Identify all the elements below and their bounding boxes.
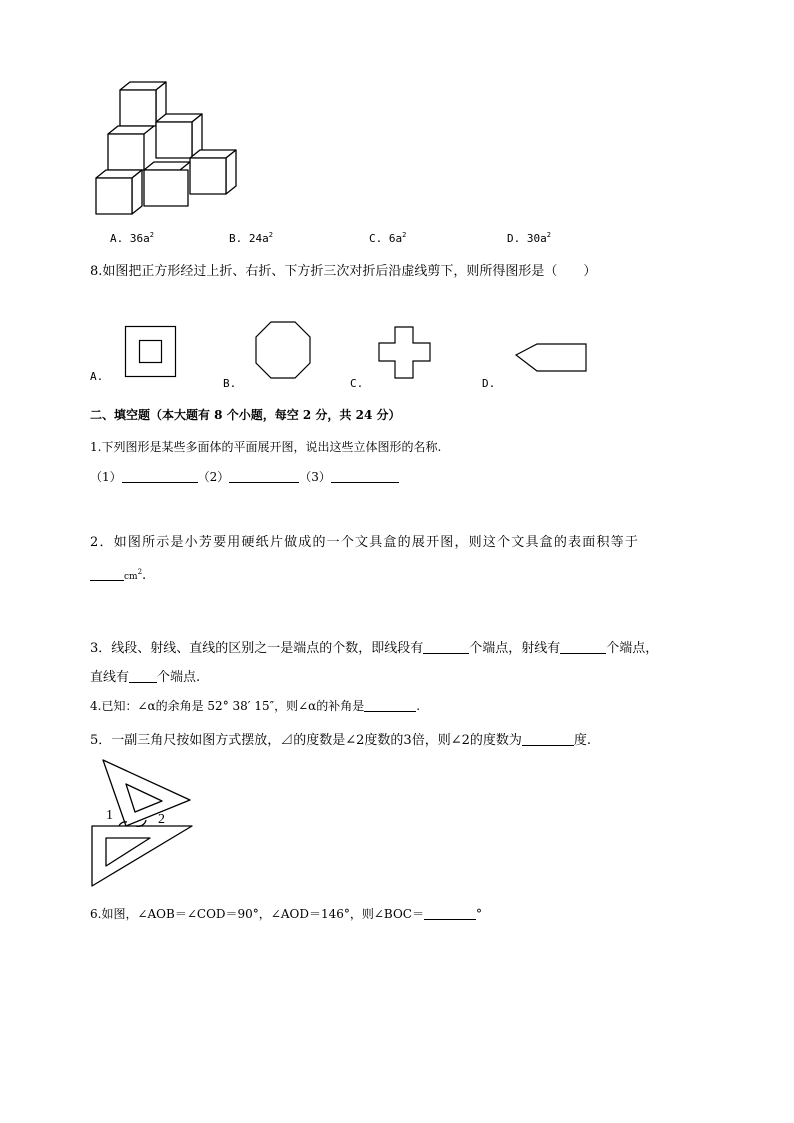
q8-option-b-label[interactable]: B. [223, 377, 237, 390]
cross-shape [378, 326, 432, 380]
q7-option-a[interactable] [110, 231, 154, 245]
cube-stack-figure [90, 80, 250, 220]
fill-q3-line2 [90, 666, 200, 685]
q3-blank-2[interactable] [560, 640, 606, 654]
q4-text-b: . [416, 699, 421, 713]
q8-option-c-label[interactable]: C. [350, 377, 364, 390]
answer-label-3: （3） [299, 470, 331, 484]
answer-label-2: （2） [197, 470, 230, 484]
option-value: 30a [526, 232, 547, 245]
q5-blank[interactable] [522, 732, 574, 746]
answer-blank-2[interactable] [229, 469, 299, 483]
answer-blank-1[interactable] [122, 469, 198, 483]
fill-q2-answer-line [90, 567, 146, 583]
option-value: 24a [248, 232, 269, 245]
option-value: 36a [129, 232, 150, 245]
q6-text-a: 6.如图，∠AOB＝∠COD＝90°，∠AOD＝146°，则∠BOC＝ [90, 907, 424, 921]
unit-label: cm [124, 572, 138, 582]
option-letter: A. [110, 232, 124, 245]
fill-q1-stem: 1.下列图形是某些多面体的平面展开图，说出这些立体图形的名称. [90, 440, 442, 454]
option-exponent: 2 [149, 231, 154, 239]
q4-text-a: 4.已知：∠α的余角是 52° 38′ 15″，则∠α的补角是 [90, 699, 365, 713]
answer-label-1: （1） [90, 470, 122, 484]
option-letter: D. [507, 232, 521, 245]
q3-text-c: 个端点， [606, 641, 659, 656]
q7-option-c[interactable] [369, 231, 406, 245]
section-heading: 二、填空题（本大题有 8 个小题，每空 2 分，共 24 分） [90, 408, 401, 422]
unit-exponent: 2 [137, 568, 143, 576]
angle-label-1: 1 [106, 808, 113, 823]
fill-q3-line1 [90, 637, 658, 656]
q7-option-d[interactable] [507, 231, 551, 245]
q4-blank[interactable] [364, 698, 416, 712]
option-letter: C. [369, 232, 383, 245]
q5-text-b: 度. [573, 733, 592, 748]
fill-q6 [90, 905, 482, 922]
answer-blank-3[interactable] [331, 469, 399, 483]
q3-text-d: 直线有 [90, 670, 130, 685]
q8-stem: 8.如图把正方形经过上折、右折、下方折三次对折后沿虚线剪下，则所得图形是（ ） [90, 264, 597, 279]
q3-text-b: 个端点，射线有 [469, 641, 561, 656]
q6-text-b: ° [476, 907, 482, 921]
option-letter: B. [229, 232, 243, 245]
q5-text-a: 5．一副三角尺按如图方式摆放，⊿的度数是∠2度数的3倍，则∠2的度数为 [90, 733, 522, 748]
pentagon-arrow-shape [515, 342, 589, 374]
q8-option-a-label[interactable]: A. [90, 370, 104, 383]
fill-q5 [90, 729, 591, 748]
octagon-shape [255, 321, 311, 379]
q3-blank-1[interactable] [423, 640, 469, 654]
q3-text-e: 个端点. [157, 670, 201, 685]
q7-option-b[interactable] [229, 231, 273, 245]
option-exponent: 2 [268, 231, 273, 239]
fill-q4 [90, 697, 420, 714]
option-value: 6a [388, 232, 403, 245]
nested-squares-shape [125, 326, 177, 378]
q3-blank-3[interactable] [129, 669, 157, 683]
q8-option-d-label[interactable]: D. [482, 377, 496, 390]
q3-text-a: 3．线段、射线、直线的区别之一是端点的个数，即线段有 [90, 641, 424, 656]
angle-label-2: 2 [158, 812, 165, 827]
set-square-figure [90, 756, 200, 896]
period: . [142, 568, 147, 583]
fill-q1-answers [90, 468, 399, 485]
option-exponent: 2 [546, 231, 551, 239]
q6-blank[interactable] [424, 906, 476, 920]
fill-q2-blank[interactable] [90, 567, 124, 581]
option-exponent: 2 [402, 231, 407, 239]
fill-q2-stem: 2．如图所示是小芳要用硬纸片做成的一个文具盒的展开图，则这个文具盒的表面积等于 [90, 535, 640, 550]
